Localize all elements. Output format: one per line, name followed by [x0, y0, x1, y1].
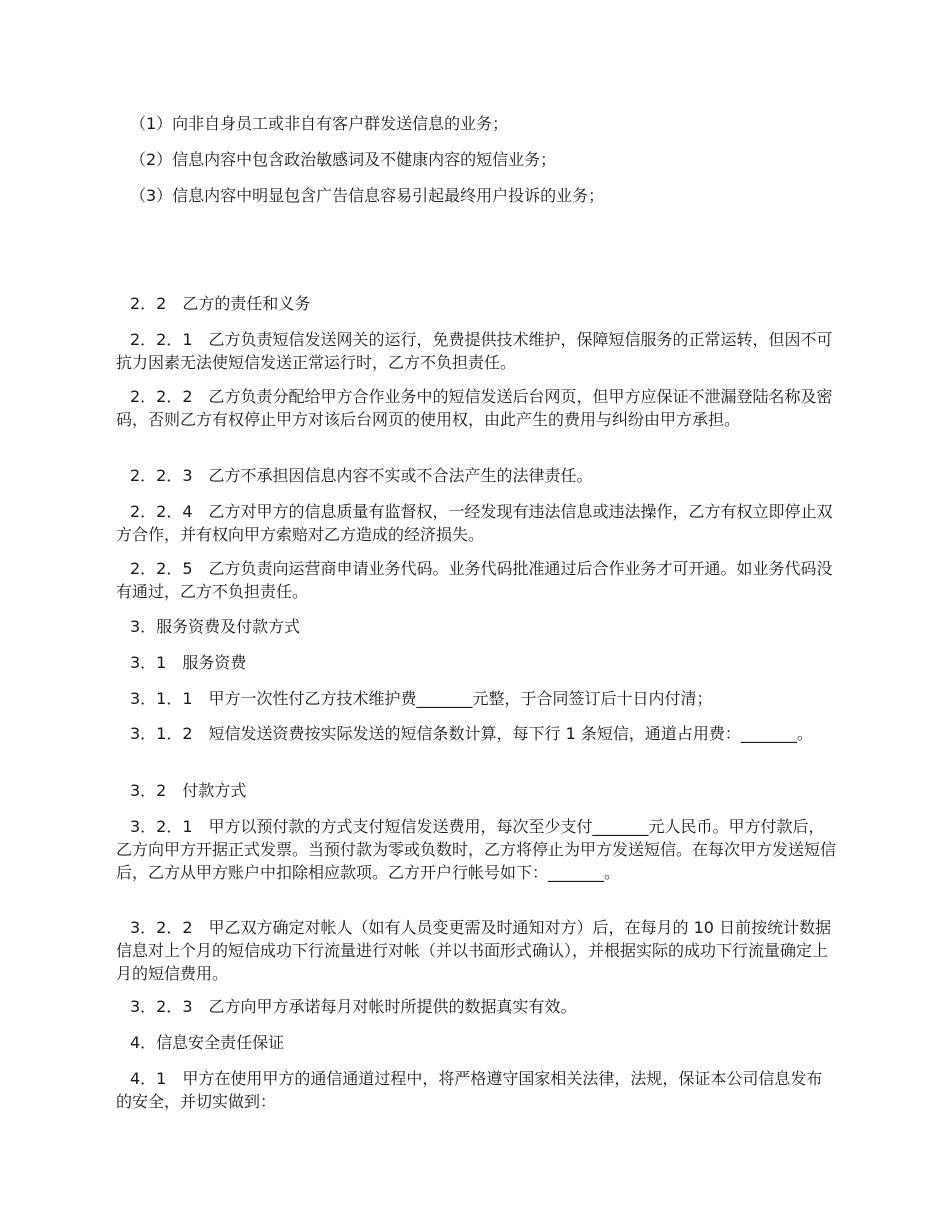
clause-2-2-5: 2．2．5 乙方负责向运营商申请业务代码。业务代码批准通过后合作业务才可开通。如业务代码没有通过，乙方不负担责任。	[116, 559, 833, 601]
clause-2-2-1: 2．2．1 乙方负责短信发送网关的运行，免费提供技术维护，保障短信服务的正常运转，但因不可抗力因素无法使短信发送正常运行时，乙方不负担责任。	[116, 330, 833, 372]
section-heading-4: 4．信息安全责任保证	[130, 1033, 285, 1052]
clause-2-2-2: 2．2．2 乙方负责分配给甲方合作业务中的短信发送后台网页，但甲方应保证不泄漏登陆名称及密码，否则乙方有权停止甲方对该后台网页的使用权，由此产生的费用与纠纷由甲方承担。	[116, 387, 833, 429]
clause-3-2-1: 3．2．1 甲方以预付款的方式支付短信发送费用，每次至少支付_______元人民币。甲方付款后，乙方向甲方开据正式发票。当预付款为零或负数时，乙方将停止为甲方发送短信。在每次甲方发送短信后，乙方从甲方账户中扣除相应款项。乙方开户行帐号如下：_______。	[116, 817, 837, 882]
section-heading-2-2: 2．2 乙方的责任和义务	[130, 294, 311, 313]
clause-3-1-1: 3．1．1 甲方一次性付乙方技术维护费_______元整，于合同签订后十日内付清；	[130, 689, 713, 708]
section-heading-3-2: 3．2 付款方式	[130, 781, 247, 800]
list-item-3: （3）信息内容中明显包含广告信息容易引起最终用户投诉的业务；	[130, 186, 605, 205]
clause-2-2-4: 2．2．4 乙方对甲方的信息质量有监督权，一经发现有违法信息或违法操作，乙方有权立即停止双方合作，并有权向甲方索赔对乙方造成的经济损失。	[116, 502, 833, 544]
list-item-1: （1）向非自身员工或非自有客户群发送信息的业务；	[130, 114, 509, 133]
section-heading-3-1: 3．1 服务资费	[130, 653, 247, 672]
clause-3-2-3: 3．2．3 乙方向甲方承诺每月对帐时所提供的数据真实有效。	[130, 997, 577, 1016]
clause-3-1-2: 3．1．2 短信发送资费按实际发送的短信条数计算，每下行 1 条短信，通道占用费：_______。	[130, 724, 813, 743]
clause-2-2-3: 2．2．3 乙方不承担因信息内容不实或不合法产生的法律责任。	[130, 466, 593, 485]
list-item-2: （2）信息内容中包含政治敏感词及不健康内容的短信业务；	[130, 150, 557, 169]
clause-3-2-2: 3．2．2 甲乙双方确定对帐人（如有人员变更需及时通知对方）后，在每月的 10 日前按统计数据信息对上个月的短信成功下行流量进行对帐（并以书面形式确认），并根据实际的成功下行流量确定上月的短信费用。	[116, 918, 832, 983]
clause-4-1: 4．1 甲方在使用甲方的通信通道过程中，将严格遵守国家相关法律，法规，保证本公司信息发布的安全，并切实做到：	[116, 1069, 823, 1111]
section-heading-3: 3．服务资费及付款方式	[130, 617, 301, 636]
